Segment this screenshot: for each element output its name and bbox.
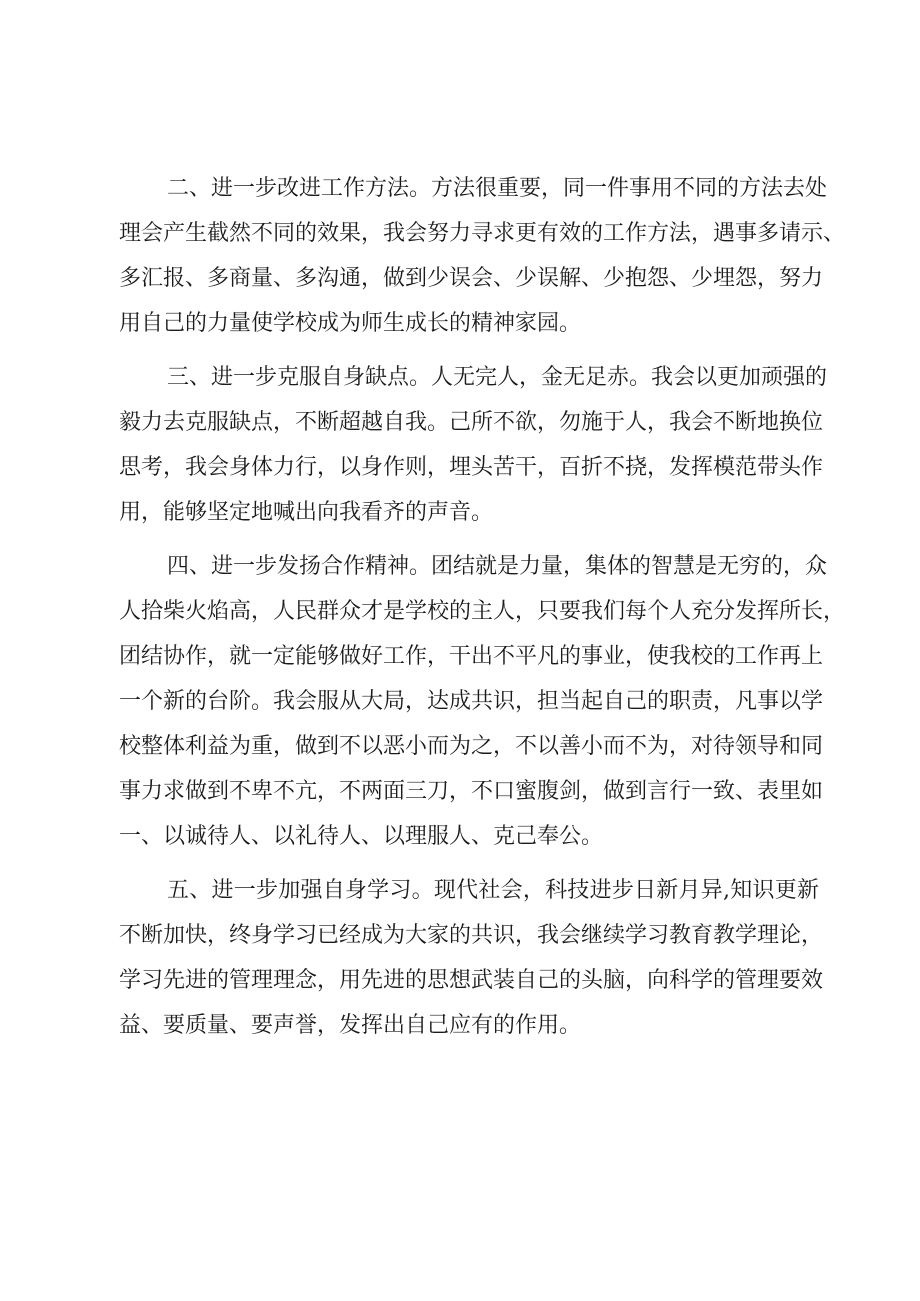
paragraph-line: 人拾柴火焰高，人民群众才是学校的主人，只要我们每个人充分发挥所长， <box>119 599 846 624</box>
paragraph-line: 一个新的台阶。我会服从大局，达成共识，担当起自己的职责，凡事以学 <box>119 689 824 714</box>
paragraph-line: 思考，我会身体力行，以身作则，埋头苦干，百折不挠，发挥模范带头作 <box>119 455 824 480</box>
paragraph-line: 一、以诚待人、以礼待人、以理服人、克己奉公。 <box>119 824 604 849</box>
paragraph-line: 事力求做到不卑不亢，不两面三刀，不口蜜腹剑，做到言行一致、表里如 <box>119 779 824 804</box>
paragraph-line: 三、进一步克服自身缺点。人无完人，金无足赤。我会以更加顽强的 <box>167 365 828 390</box>
paragraph-line: 毅力去克服缺点，不断超越自我。己所不欲，勿施于人，我会不断地换位 <box>119 410 824 435</box>
paragraph-line: 团结协作，就一定能够做好工作，干出不平凡的事业，使我校的工作再上 <box>119 644 824 669</box>
paragraph-work-methods <box>119 166 846 346</box>
paragraph-line: 理会产生截然不同的效果，我会努力寻求更有效的工作方法，遇事多请示、 <box>119 221 846 246</box>
paragraph-overcome-shortcomings <box>119 355 828 535</box>
paragraph-line: 益、要质量、要声誉，发挥出自己应有的作用。 <box>119 1013 582 1038</box>
paragraph-cooperation-spirit <box>119 544 846 859</box>
paragraph-line: 用自己的力量使学校成为师生成长的精神家园。 <box>119 311 582 336</box>
paragraph-line: 用，能够坚定地喊出向我看齐的声音。 <box>119 500 494 525</box>
paragraph-line: 学习先进的管理理念，用先进的思想武装自己的头脑，向科学的管理要效 <box>119 968 824 993</box>
paragraph-line: 五、进一步加强自身学习。现代社会，科技进步日新月异,知识更新 <box>167 878 819 903</box>
paragraph-line: 校整体利益为重，做到不以恶小而为之，不以善小而不为，对待领导和同 <box>119 734 824 759</box>
paragraph-line: 不断加快，终身学习已经成为大家的共识，我会继续学习教育教学理论， <box>119 923 824 948</box>
paragraph-line: 四、进一步发扬合作精神。团结就是力量，集体的智慧是无穷的，众 <box>167 554 828 579</box>
paragraph-self-learning <box>119 868 824 1048</box>
document-body <box>119 166 846 1048</box>
paragraph-line: 多汇报、多商量、多沟通，做到少误会、少误解、少抱怨、少埋怨，努力 <box>119 266 824 291</box>
paragraph-line: 二、进一步改进工作方法。方法很重要，同一件事用不同的方法去处 <box>167 176 828 201</box>
